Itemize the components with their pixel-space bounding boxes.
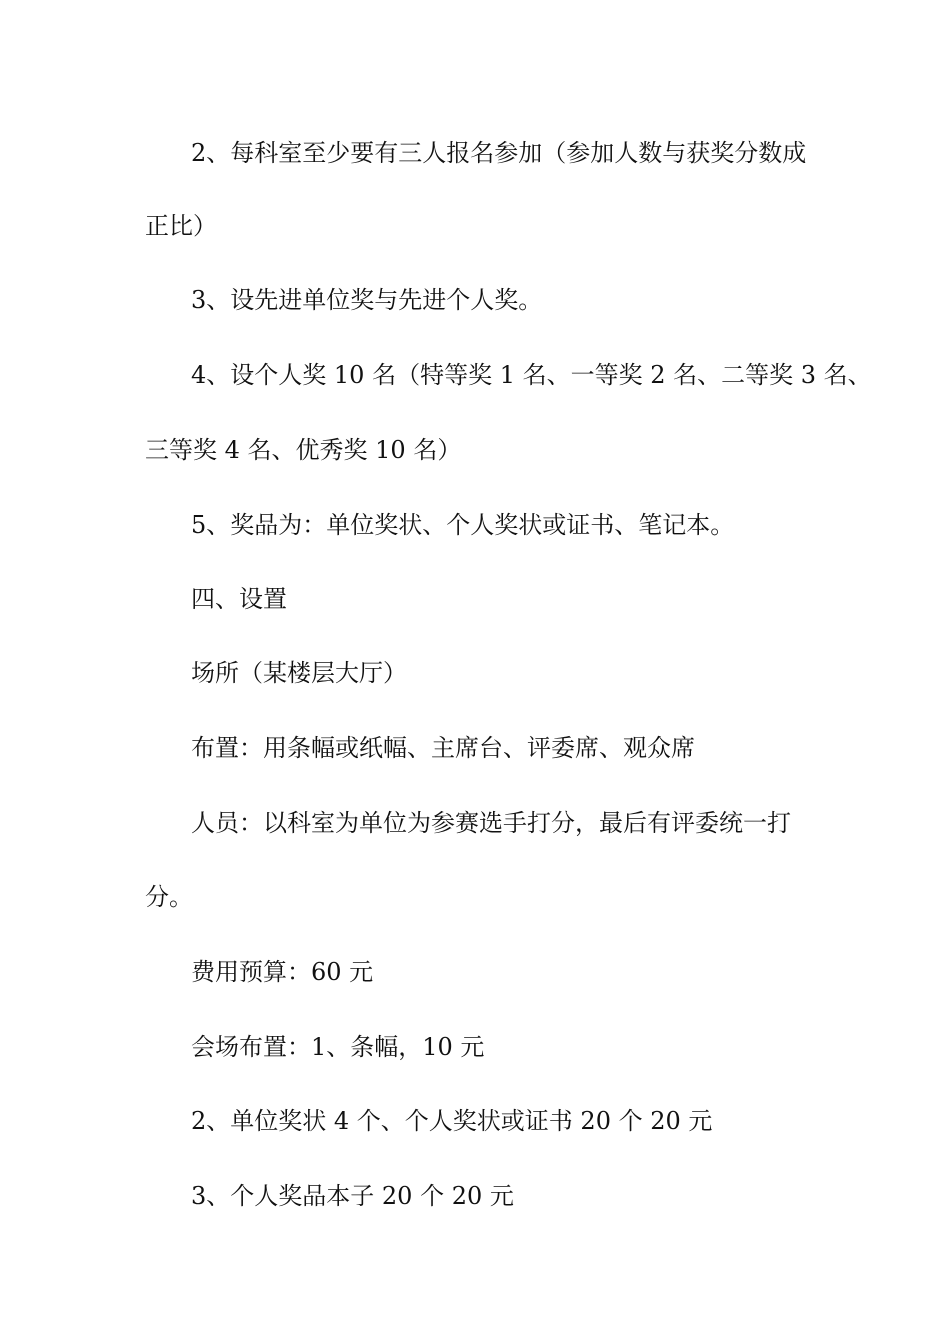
paragraph-advanced-awards: 3、设先进单位奖与先进个人奖。 <box>191 286 543 314</box>
paragraph-notebooks-cost: 3、个人奖品本子 20 个 20 元 <box>191 1182 514 1210</box>
paragraph-prizes: 5、奖品为：单位奖状、个人奖状或证书、笔记本。 <box>191 511 735 539</box>
paragraph-staff: 人员：以科室为单位为参赛选手打分，最后有评委统一打 <box>191 809 791 837</box>
paragraph-staff-cont: 分。 <box>145 883 193 911</box>
paragraph-venue-setup-cost: 会场布置：1、条幅，10 元 <box>191 1033 485 1061</box>
paragraph-venue: 场所（某楼层大厅） <box>191 659 407 687</box>
paragraph-layout: 布置：用条幅或纸幅、主席台、评委席、观众席 <box>191 734 695 762</box>
section-heading-setup: 四、设置 <box>191 585 287 613</box>
paragraph-award-participation: 2、每科室至少要有三人报名参加（参加人数与获奖分数成 <box>191 139 807 167</box>
paragraph-budget: 费用预算：60 元 <box>191 958 374 986</box>
paragraph-individual-awards-cont: 三等奖 4 名、优秀奖 10 名） <box>145 436 462 464</box>
paragraph-award-participation-cont: 正比） <box>145 212 217 240</box>
paragraph-individual-awards: 4、设个人奖 10 名（特等奖 1 名、一等奖 2 名、二等奖 3 名、 <box>191 361 872 389</box>
paragraph-certificates-cost: 2、单位奖状 4 个、个人奖状或证书 20 个 20 元 <box>191 1107 713 1135</box>
